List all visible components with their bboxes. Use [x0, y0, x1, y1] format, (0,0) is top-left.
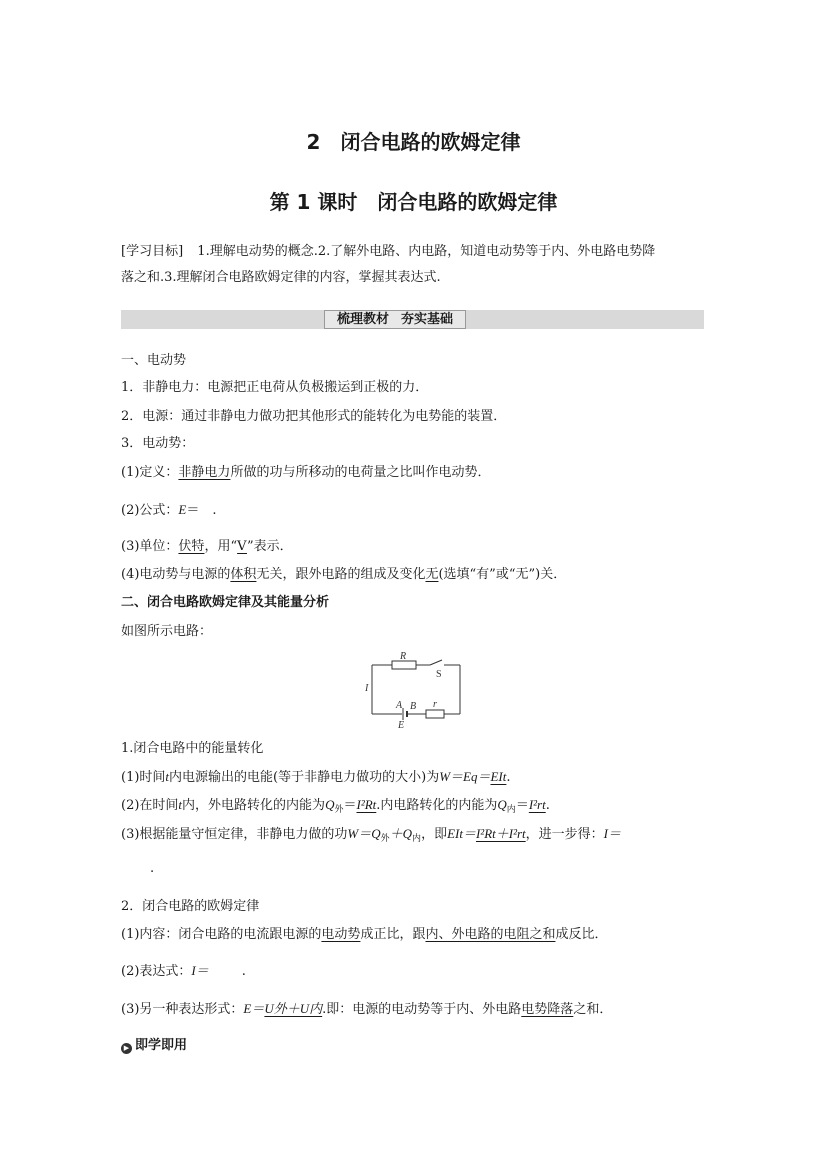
- e2-blank-1: I²Rt: [356, 797, 377, 812]
- e3-I: I＝: [603, 826, 622, 841]
- e2-end: .: [545, 798, 550, 813]
- label-r: r: [433, 699, 437, 710]
- section1-item-1: 1．非静电力：电源把正电荷从负极搬运到正极的力．: [121, 380, 429, 395]
- e2-mid: 内，外电路转化的内能为: [182, 798, 326, 813]
- label-I: I: [365, 683, 369, 694]
- switch-S: [430, 660, 442, 665]
- relation-line: [121, 566, 566, 584]
- e2-eq: ＝: [343, 798, 357, 813]
- law-heading: 2．闭合电路的欧姆定律: [121, 899, 260, 914]
- l3-mid: .即：电源的电动势等于内、外电路: [322, 1002, 522, 1017]
- definition-prefix: (1)定义：: [121, 465, 179, 480]
- unit-suffix: ”表示．: [246, 539, 293, 554]
- l1-suffix: 成反比．: [555, 927, 608, 942]
- e3-W: W＝Q: [347, 826, 381, 841]
- e2-sub-outer: 外: [334, 805, 344, 815]
- l1-prefix: (1)内容：闭合电路的电流跟电源的: [121, 927, 322, 942]
- definition-suffix: 所做的功与所移动的电荷量之比叫作电动势．: [230, 465, 491, 480]
- label-B: B: [410, 701, 417, 712]
- unit-line: [121, 538, 293, 556]
- footer-label-text: 即学即用: [135, 1038, 188, 1053]
- formula-line: [121, 501, 217, 520]
- e2-blank-2: I²rt: [528, 797, 546, 812]
- energy-heading: 1.闭合电路中的能量转化: [121, 741, 264, 756]
- l3-E: E＝: [243, 1001, 265, 1016]
- e3-EIt: EIt＝: [447, 826, 476, 841]
- e2-eq2: ＝: [515, 798, 529, 813]
- l3-blank: U外＋U内: [264, 1001, 323, 1016]
- l1-blank-1: 电动势: [321, 927, 361, 942]
- energy-line-3: [121, 825, 621, 848]
- energy-line-2: [121, 796, 550, 819]
- l3-suffix: 之和．: [573, 1002, 613, 1017]
- e3-plus: ＋Q: [389, 826, 413, 841]
- unit-mid: ，用“: [204, 539, 238, 554]
- objectives-label: [学习目标]: [121, 244, 184, 259]
- l1-blank-2: 内、外电路的电阻之和: [425, 927, 556, 942]
- play-circle-icon: ▶: [121, 1043, 132, 1054]
- relation-suffix: (选填“有”或“无”)关．: [438, 567, 567, 582]
- section1-item-2: 2．电源：通过非静电力做功把其他形式的能转化为电势能的装置．: [121, 409, 507, 424]
- e1-blank: EIt: [490, 769, 507, 784]
- l2-I: I＝: [191, 963, 209, 978]
- law-line-2: [121, 962, 246, 981]
- e2-sub-inner: 内: [506, 805, 516, 815]
- e2-Q: Q: [325, 797, 335, 812]
- e1-mid: 内电源输出的电能(等于非静电力做功的大小)为: [169, 770, 440, 785]
- unit-symbol: V: [237, 539, 247, 554]
- e3-sub-inner: 内: [412, 834, 422, 844]
- e2-mid2: .内电路转化的内能为: [376, 798, 498, 813]
- e1-formula: W＝Eq＝: [439, 769, 491, 784]
- section2-heading: 二、闭合电路欧姆定律及其能量分析: [121, 595, 330, 610]
- formula-prefix: (2)公式：: [121, 503, 179, 518]
- label-A: A: [396, 700, 403, 711]
- law-line-3: [121, 1000, 612, 1019]
- label-S: S: [436, 669, 442, 680]
- e1-t: t: [165, 769, 170, 784]
- e2-t: t: [178, 797, 183, 812]
- relation-prefix: (4)电动势与电源的: [121, 567, 231, 582]
- circuit-diagram: [360, 650, 470, 730]
- unit-prefix: (3)单位：: [121, 539, 179, 554]
- relation-blank-1: 体积: [230, 567, 257, 582]
- resistor-r: [426, 710, 444, 718]
- page-title: 2 闭合电路的欧姆定律: [306, 130, 521, 154]
- banner-right: 夯实基础: [401, 312, 454, 327]
- law-line-1: [121, 926, 607, 944]
- formula-eq: ＝ .: [186, 503, 217, 518]
- section-banner-label: [324, 310, 466, 329]
- e3-suffix: ，进一步得：: [525, 827, 604, 842]
- e2-Q2: Q: [497, 797, 507, 812]
- e3-continuation: .: [150, 861, 155, 876]
- e3-blank: I²Rt＋I²rt: [475, 826, 526, 841]
- objectives-line-1: [121, 243, 655, 261]
- l3-blank-2: 电势降落: [521, 1002, 574, 1017]
- lesson-subtitle: 第 1 课时 闭合电路的欧姆定律: [269, 190, 558, 214]
- footer-label: [121, 1037, 187, 1055]
- energy-line-1: [121, 768, 511, 787]
- l1-mid: 成正比，跟: [360, 927, 426, 942]
- banner-left: 梳理教材: [337, 312, 390, 327]
- resistor-R: [392, 661, 416, 669]
- e3-sub-outer: 外: [380, 834, 390, 844]
- objectives-line-2: 落之和.3.理解闭合电路欧姆定律的内容，掌握其表达式.: [121, 270, 441, 285]
- definition-blank: 非静电力: [178, 465, 231, 480]
- l2-dot: .: [228, 964, 246, 979]
- section2-intro: 如图所示电路：: [121, 624, 213, 639]
- objectives-text-1: 1.理解电动势的概念.2.了解外电路、内电路，知道电动势等于内、外电路电势降: [197, 244, 656, 259]
- e3-mid: ，即: [421, 827, 448, 842]
- e1-end: .: [506, 770, 511, 785]
- label-R: R: [400, 651, 407, 662]
- definition-line: [121, 464, 490, 482]
- unit-blank: 伏特: [178, 539, 205, 554]
- e2-prefix: (2)在时间: [121, 798, 179, 813]
- e3-prefix: (3)根据能量守恒定律，非静电力做的功: [121, 827, 348, 842]
- section1-heading: 一、电动势: [121, 353, 187, 368]
- label-E: E: [398, 720, 405, 730]
- l3-prefix: (3)另一种表达形式：: [121, 1002, 244, 1017]
- relation-blank-2: 无: [425, 567, 439, 582]
- formula-var: E: [178, 502, 187, 517]
- relation-mid: 无关，跟外电路的组成及变化: [256, 567, 426, 582]
- e1-prefix: (1)时间: [121, 770, 166, 785]
- section1-item-3: 3．电动势：: [121, 436, 195, 451]
- l2-prefix: (2)表达式：: [121, 964, 192, 979]
